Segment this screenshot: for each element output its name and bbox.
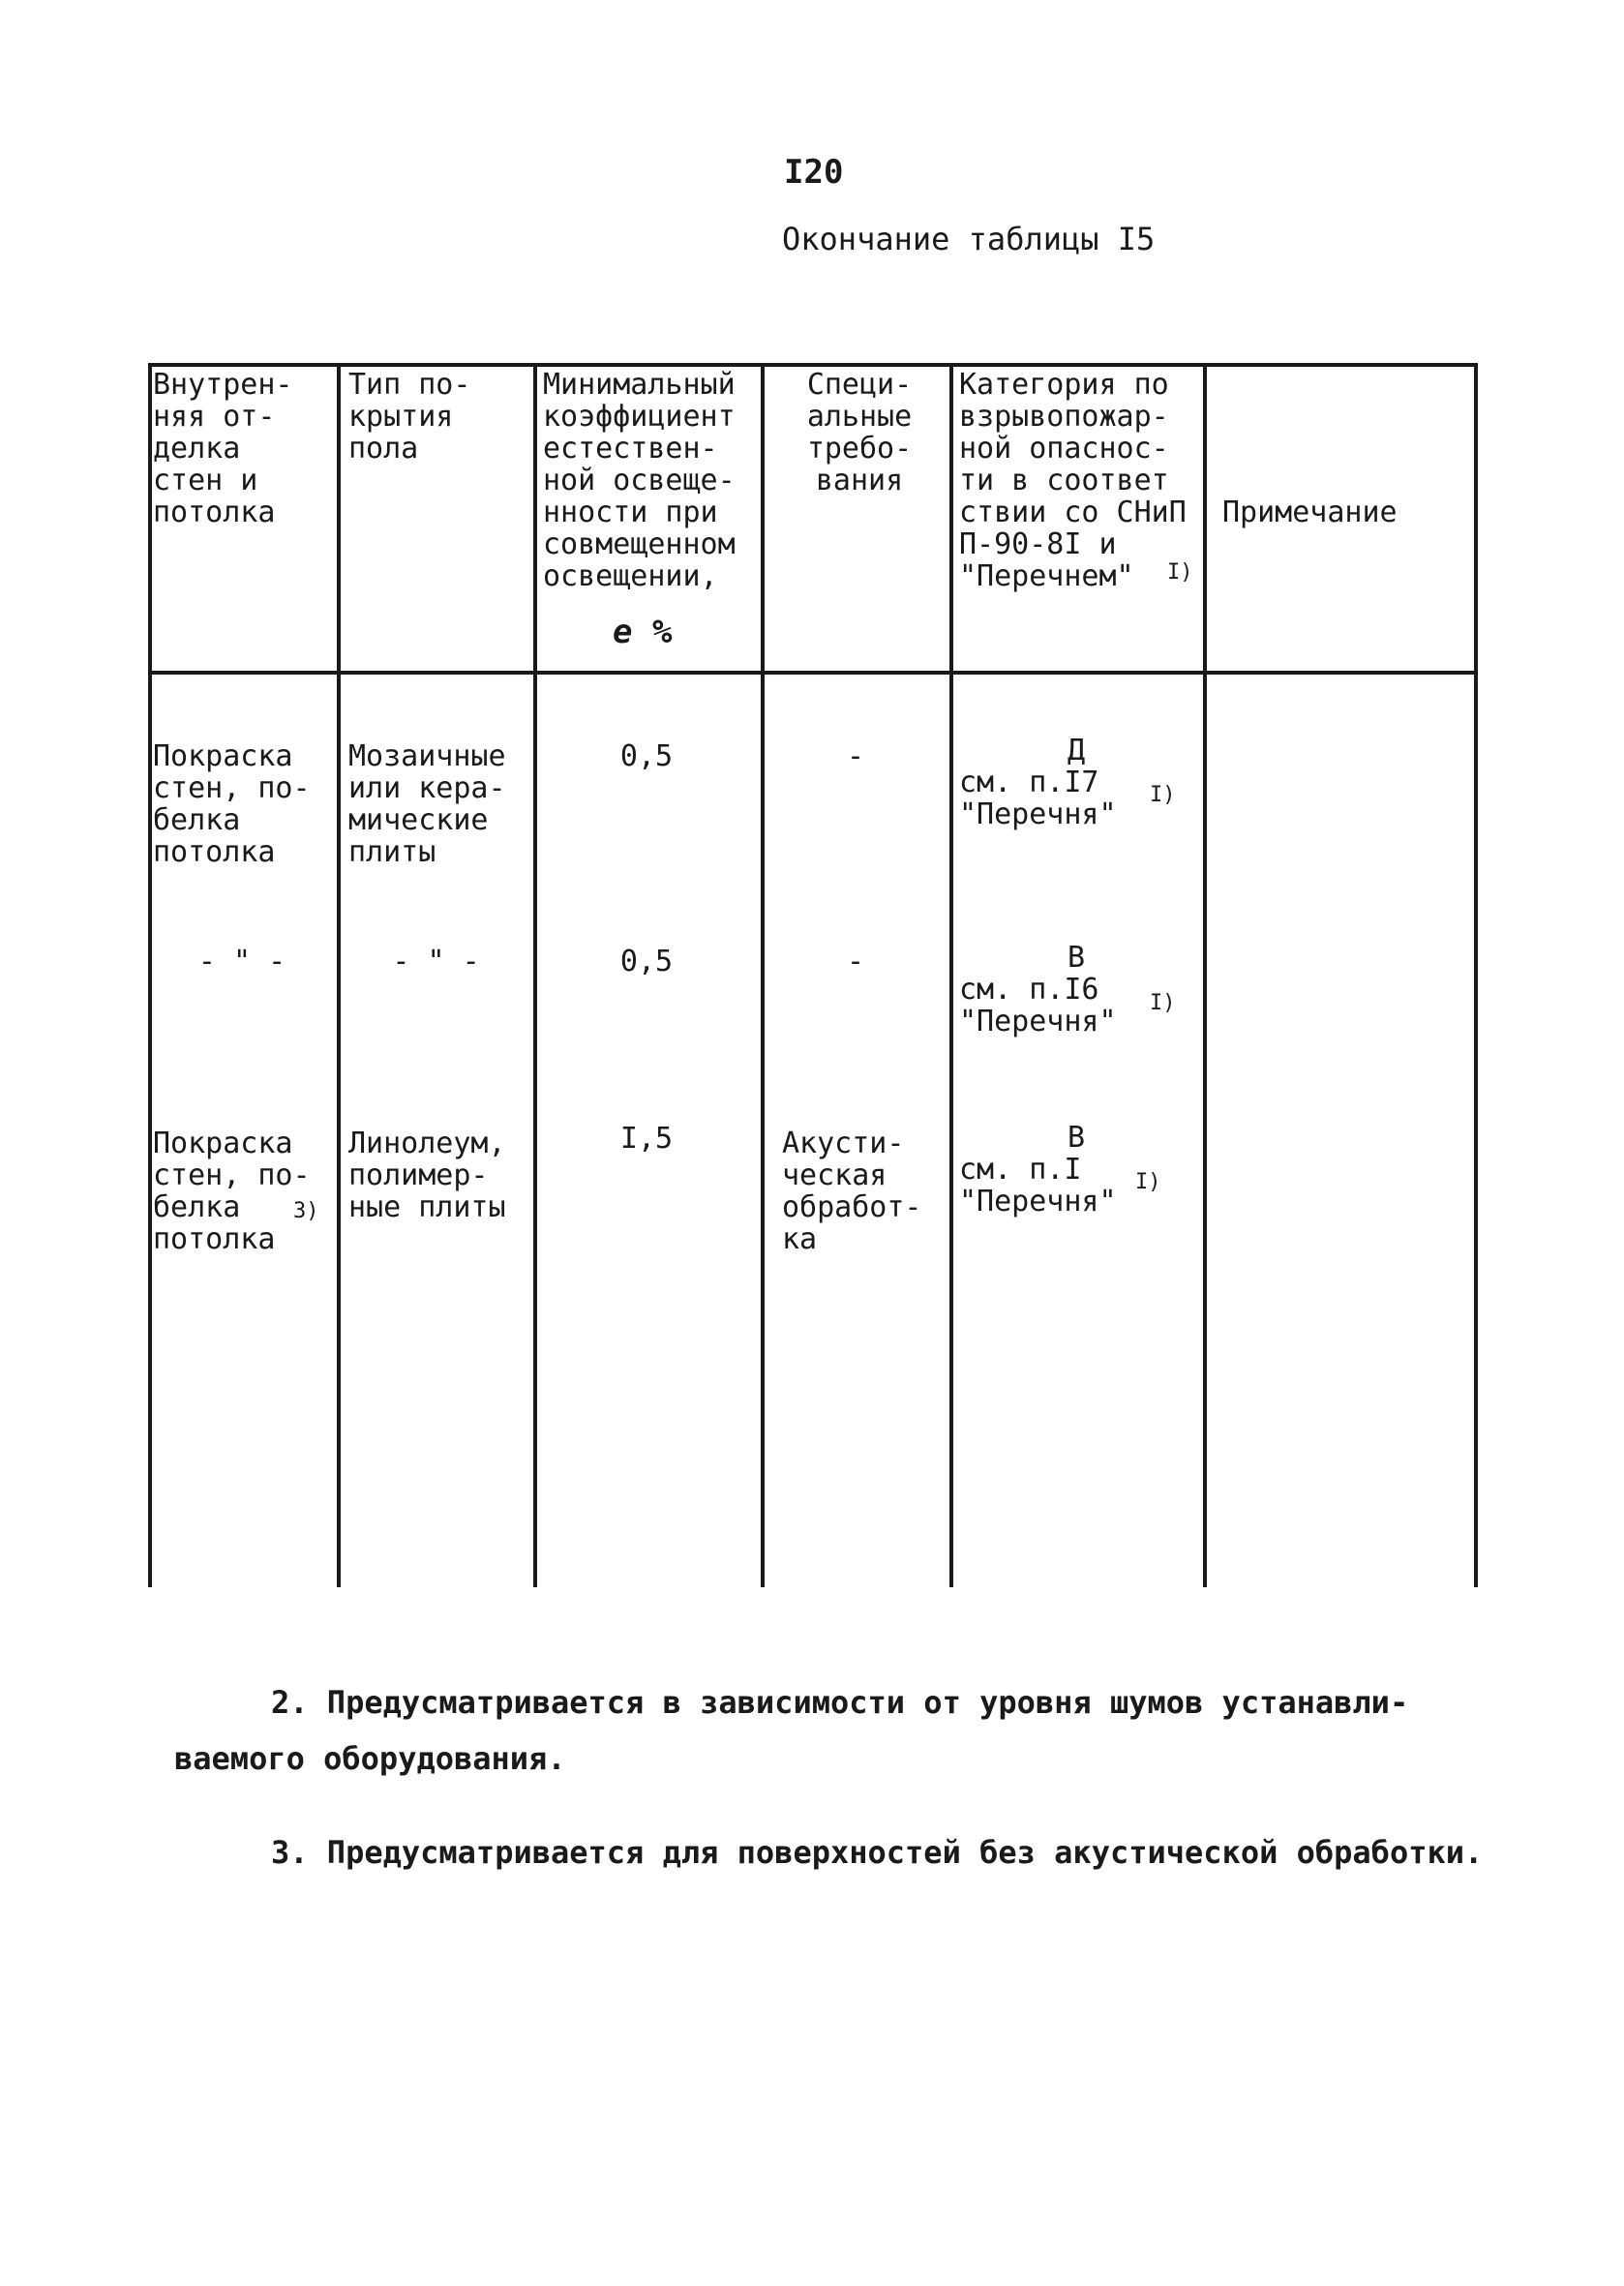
- header-remark: Примечание: [1222, 496, 1398, 529]
- page-number: I20: [784, 153, 844, 192]
- row1-light-coefficient: 0,5: [619, 739, 674, 773]
- row3-light-coefficient: I,5: [619, 1122, 674, 1156]
- data-table: [148, 363, 1478, 1587]
- note-2-line-1: 2. Предусматривается в зависимости от уровня шумов устанавли-: [271, 1684, 1409, 1721]
- row3-floor-type: Линолеум, полимер- ные плиты: [348, 1127, 506, 1224]
- header-hazard-footnote: I): [1167, 560, 1193, 585]
- row1-special-requirements: -: [846, 739, 865, 773]
- row2-light-coefficient: 0,5: [619, 945, 674, 978]
- row3-footnote: 3): [293, 1199, 319, 1223]
- row3-special-requirements: Акусти- ческая обработ- ка: [782, 1127, 922, 1256]
- header-special-requirements: Специ- альные требо- вания: [806, 368, 913, 497]
- header-light-coefficient: Минимальный коэффициент естествен- ной освеще- нности при совмещенном освещении,: [543, 368, 736, 593]
- column-divider: [949, 363, 953, 1587]
- row2-hazard-category: В: [1067, 941, 1086, 975]
- row1-hazard-category: Д: [1067, 734, 1086, 767]
- note-3: 3. Предусматривается для поверхностей без акустической обработки.: [271, 1834, 1484, 1871]
- row1-interior-finish: Покраска стен, по- белка потолка: [153, 739, 311, 869]
- column-divider: [337, 363, 341, 1587]
- row3-interior-finish: Покраска стен, по- белка потолка: [153, 1127, 311, 1256]
- row2-floor-type: - " -: [392, 945, 480, 978]
- table-border-right: [1474, 363, 1478, 1587]
- row1-hazard-footnote: I): [1150, 783, 1176, 807]
- row3-hazard-category: В: [1067, 1121, 1086, 1155]
- note-2-line-2: ваемого оборудования.: [174, 1740, 566, 1777]
- row1-floor-type: Мозаичные или кера- мические плиты: [348, 739, 506, 869]
- row2-hazard-reference: см. п.I6 "Перечня": [959, 973, 1117, 1038]
- column-divider: [1203, 363, 1207, 1587]
- table-border-top: [148, 363, 1478, 367]
- row2-hazard-footnote: I): [1150, 991, 1176, 1015]
- row1-hazard-reference: см. п.I7 "Перечня": [959, 766, 1117, 831]
- row3-hazard-footnote: I): [1135, 1170, 1161, 1194]
- table-caption: Окончание таблицы I5: [782, 221, 1156, 257]
- header-light-unit: e %: [613, 613, 673, 651]
- row2-interior-finish: - " -: [197, 945, 286, 978]
- header-divider: [148, 671, 1478, 675]
- row2-special-requirements: -: [846, 945, 865, 978]
- header-interior-finish: Внутрен- няя от- делка стен и потолка: [153, 368, 293, 529]
- header-floor-type: Тип по- крытия пола: [348, 368, 471, 466]
- header-hazard-category: Категория по взрывопожар- ной опаснос- ти в соответ ствии со СНиП П-90-8I и "Перечнем": [959, 368, 1187, 593]
- row3-hazard-reference: см. п.I "Перечня": [959, 1153, 1117, 1218]
